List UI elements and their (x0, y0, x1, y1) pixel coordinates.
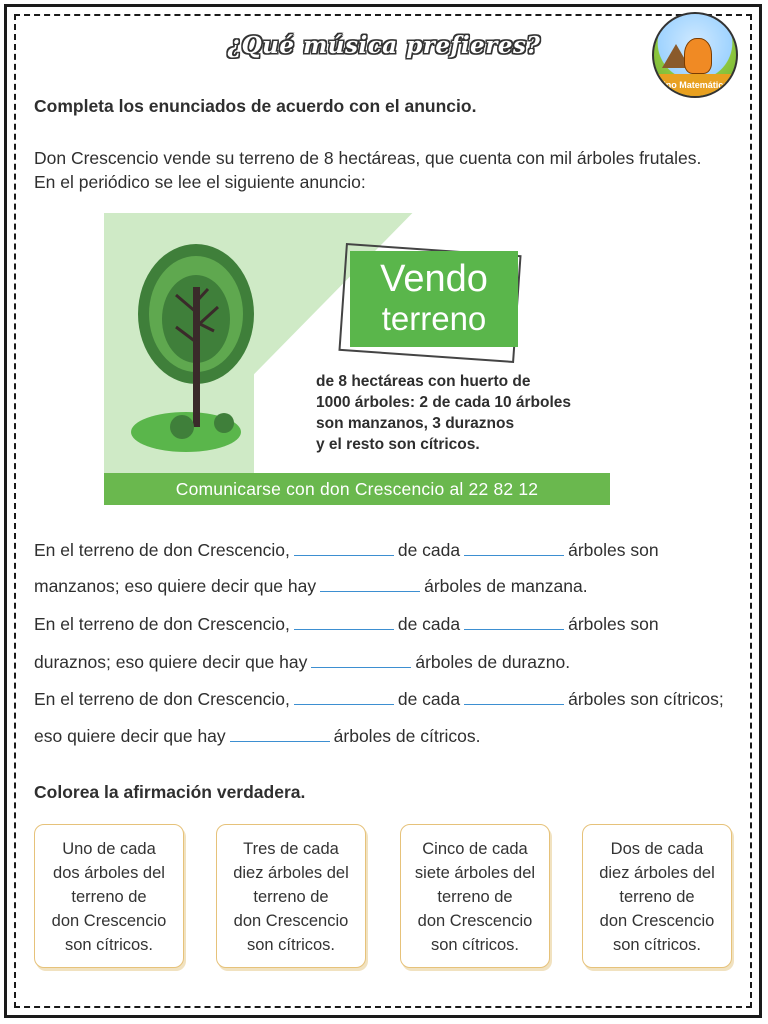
statement-1-line-b (34, 574, 588, 597)
statement-text: En el terreno de don Crescencio, (34, 614, 290, 634)
statement-text: árboles son cítricos; (568, 689, 724, 709)
ad-desc-line: y el resto son cítricos. (316, 436, 480, 453)
option-card-2[interactable] (216, 824, 366, 968)
headline-vendo: Vendo (380, 258, 488, 300)
card-line: son cítricos. (430, 936, 520, 954)
ad-desc-line: son manzanos, 3 duraznos (316, 415, 515, 432)
answer-blank[interactable] (311, 650, 411, 668)
statement-text: En el terreno de don Crescencio, (34, 540, 290, 560)
answer-blank[interactable] (294, 687, 394, 705)
card-line: Cinco de cada (422, 840, 528, 858)
headline-box (350, 251, 518, 347)
card-line: terreno de (437, 888, 513, 906)
card-line: son cítricos. (64, 936, 154, 954)
card-line: don Crescencio (599, 912, 715, 930)
statement-3-line-b (34, 724, 481, 747)
ad-description (316, 371, 571, 455)
card-line: terreno de (619, 888, 695, 906)
statement-2-line-b (34, 650, 570, 673)
option-card-3[interactable] (400, 824, 550, 968)
card-line: dos árboles del (53, 864, 165, 882)
statement-text: de cada (397, 614, 461, 634)
answer-blank[interactable] (464, 538, 564, 556)
statement-text: En el terreno de don Crescencio, (34, 689, 290, 709)
card-line: don Crescencio (51, 912, 167, 930)
card-line: don Crescencio (233, 912, 349, 930)
instruction-complete: Completa los enunciados de acuerdo con el anuncio. (34, 96, 477, 116)
statement-text: eso quiere decir que hay (34, 726, 226, 746)
statement-text: de cada (397, 540, 461, 560)
card-line: Tres de cada (243, 840, 339, 858)
statement-2-line-a (34, 612, 659, 635)
answer-blank[interactable] (294, 612, 394, 630)
answer-blank[interactable] (464, 687, 564, 705)
card-line: son cítricos. (612, 936, 702, 954)
tree-illustration (124, 227, 264, 457)
statement-text: manzanos; eso quiere decir que hay (34, 576, 317, 596)
statement-text: duraznos; eso quiere decir que hay (34, 652, 308, 672)
card-line: diez árboles del (599, 864, 715, 882)
card-line: Uno de cada (62, 840, 156, 858)
answer-blank[interactable] (230, 724, 330, 742)
dinosaur-icon (684, 38, 712, 74)
statement-text: árboles de durazno. (415, 652, 571, 672)
dino-logo (652, 12, 738, 98)
card-line: don Crescencio (417, 912, 533, 930)
card-line: siete árboles del (414, 864, 536, 882)
ad-contact-bar: Comunicarse con don Crescencio al 22 82 12 (104, 473, 610, 505)
statement-text: árboles son (568, 540, 659, 560)
answer-blank[interactable] (294, 538, 394, 556)
option-card-4[interactable] (582, 824, 732, 968)
headline-terreno: terreno (381, 300, 487, 337)
statement-text: árboles son (568, 614, 659, 634)
answer-blank[interactable] (320, 574, 420, 592)
option-card-1[interactable] (34, 824, 184, 968)
card-line: Dos de cada (610, 840, 704, 858)
ad-desc-line: de 8 hectáreas con huerto de (316, 373, 531, 390)
intro-line-1: Don Crescencio vende su terreno de 8 hectáreas, que cuenta con mil árboles frutales. (34, 148, 702, 168)
logo-text: Dino Matemáticas (654, 74, 736, 96)
card-line: son cítricos. (246, 936, 336, 954)
statement-1-line-a (34, 538, 659, 561)
card-line: terreno de (253, 888, 329, 906)
page-title: ¿Qué música prefieres? (227, 32, 541, 59)
statement-text: árboles de cítricos. (333, 726, 481, 746)
statement-3-line-a (34, 687, 724, 710)
card-line: terreno de (71, 888, 147, 906)
ad-desc-line: 1000 árboles: 2 de cada 10 árboles (316, 394, 572, 411)
statement-text: árboles de manzana. (424, 576, 588, 596)
newspaper-ad (104, 213, 610, 505)
instruction-color: Colorea la afirmación verdadera. (34, 782, 306, 802)
statement-text: de cada (397, 689, 461, 709)
card-line: diez árboles del (233, 864, 349, 882)
answer-blank[interactable] (464, 612, 564, 630)
intro-line-2: En el periódico se lee el siguiente anuncio: (34, 172, 366, 192)
